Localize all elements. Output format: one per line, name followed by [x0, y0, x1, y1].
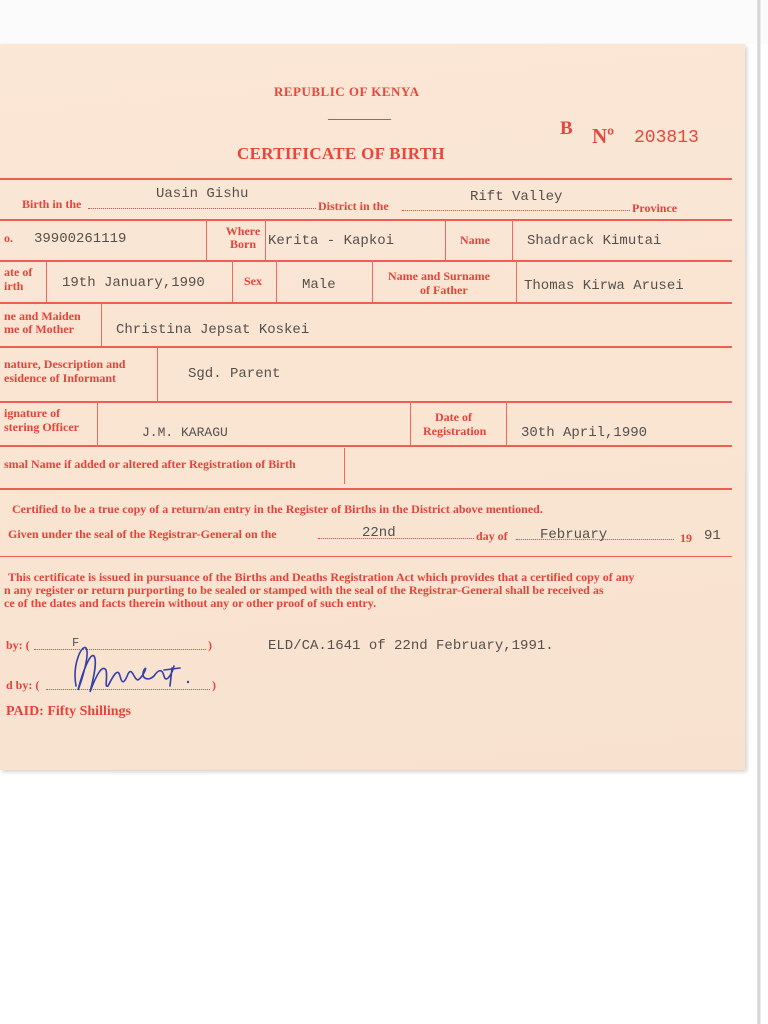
certified-month: February	[540, 527, 608, 543]
column-divider	[101, 303, 102, 346]
column-divider	[276, 261, 277, 302]
year-prefix: 19	[680, 531, 692, 545]
entry-no-label: o.	[4, 231, 13, 245]
prepared-by-label: by: (	[6, 638, 30, 652]
informant-label-line2: esidence of Informant	[4, 371, 116, 385]
province-label: Province	[632, 201, 678, 215]
serial-number: 203813	[634, 128, 699, 148]
column-divider	[506, 402, 507, 445]
reg-date-value: 30th April,1990	[521, 425, 648, 441]
where-born-label: Where Born	[225, 224, 261, 251]
officer-value: J.M. KARAGU	[142, 425, 228, 440]
column-divider	[372, 261, 373, 302]
mother-label-line2: me of Mother	[4, 322, 74, 336]
province-value: Rift Valley	[470, 189, 563, 205]
series-letter: B	[560, 118, 573, 139]
father-label-line1: Name and Surname	[388, 269, 491, 283]
seal-line-prefix: Given under the seal of the Registrar-General on the	[8, 527, 277, 541]
column-divider	[206, 220, 207, 260]
rule	[0, 488, 732, 490]
dob-label-line1: ate of	[4, 265, 33, 279]
father-label-line2: of Father	[420, 283, 468, 297]
column-divider	[97, 402, 98, 445]
fee-paid: PAID: Fifty Shillings	[6, 704, 131, 719]
reg-date-label-line1: Date of	[435, 410, 472, 424]
dotted-line	[88, 208, 316, 209]
notice-line3: ce of the dates and facts therein without any or other proof of such entry.	[4, 596, 377, 610]
certified-year: 91	[704, 528, 721, 544]
scan-margin-top	[0, 0, 768, 44]
rule	[0, 401, 732, 403]
certification-text: Certified to be a true copy of a return/an entry in the Register of Births in the District above mentioned.	[12, 502, 543, 516]
rule	[0, 219, 732, 221]
notice-line2: n any register or return purporting to be sealed or stamped with the seal of the Registrar-General shall be received as	[4, 583, 604, 597]
prepared-by-value: F	[72, 636, 80, 650]
father-name-value: Thomas Kirwa Arusei	[524, 278, 684, 294]
officer-label-line2: stering Officer	[4, 420, 79, 434]
certificate-title: CERTIFICATE OF BIRTH	[237, 144, 445, 163]
dob-label-line2: irth	[4, 279, 24, 293]
informant-label-line1: nature, Description and	[4, 357, 126, 371]
heading-underline	[328, 119, 391, 120]
birth-certificate	[0, 44, 745, 770]
rule	[0, 178, 732, 180]
rule	[0, 302, 732, 304]
certified-day: 22nd	[362, 525, 396, 541]
where-born-value: Kerita - Kapkoi	[268, 233, 395, 249]
prepared-by-close: )	[208, 638, 212, 652]
child-name-value: Shadrack Kimutai	[527, 233, 662, 249]
baptismal-label: smal Name if added or altered after Registration of Birth	[4, 457, 296, 471]
republic-heading: REPUBLIC OF KENYA	[274, 84, 420, 99]
column-divider	[232, 261, 233, 302]
notice-line1: This certificate is issued in pursuance of the Births and Deaths Registration Act which provides that a certified copy of any	[8, 570, 635, 584]
scan-page-edge	[757, 0, 761, 1024]
entry-number: 39900261119	[34, 231, 127, 247]
sex-value: Male	[302, 277, 336, 293]
rule	[0, 556, 732, 557]
signature-icon	[68, 634, 218, 704]
checked-by-close: )	[212, 678, 216, 692]
column-divider	[46, 261, 47, 302]
column-divider	[344, 448, 345, 484]
column-divider	[265, 220, 266, 260]
sex-label: Sex	[244, 274, 262, 288]
day-of-label: day of	[476, 529, 508, 543]
column-divider	[157, 347, 158, 401]
officer-label-line1: ignature of	[4, 406, 61, 420]
birth-in-label: Birth in the	[22, 197, 82, 211]
rule	[0, 445, 732, 447]
column-divider	[410, 402, 411, 445]
reg-date-label-line2: Registration	[423, 424, 487, 438]
checked-by-label: d by: (	[6, 678, 40, 692]
dob-value: 19th January,1990	[62, 275, 205, 291]
dotted-line	[402, 210, 630, 211]
reference-number: ELD/CA.1641 of 22nd February,1991.	[268, 638, 554, 654]
mother-name-value: Christina Jepsat Koskei	[116, 322, 310, 338]
mother-label-line1: ne and Maiden	[4, 309, 81, 323]
informant-value: Sgd. Parent	[188, 366, 281, 382]
column-divider	[516, 261, 517, 302]
rule	[0, 260, 732, 262]
rule	[0, 346, 732, 348]
dotted-line	[318, 538, 474, 539]
district-label: District in the	[318, 199, 389, 213]
column-divider	[512, 220, 513, 260]
district-value: Uasin Gishu	[156, 186, 249, 202]
number-symbol: Nº	[592, 124, 615, 148]
name-label: Name	[460, 233, 490, 247]
column-divider	[445, 220, 446, 260]
